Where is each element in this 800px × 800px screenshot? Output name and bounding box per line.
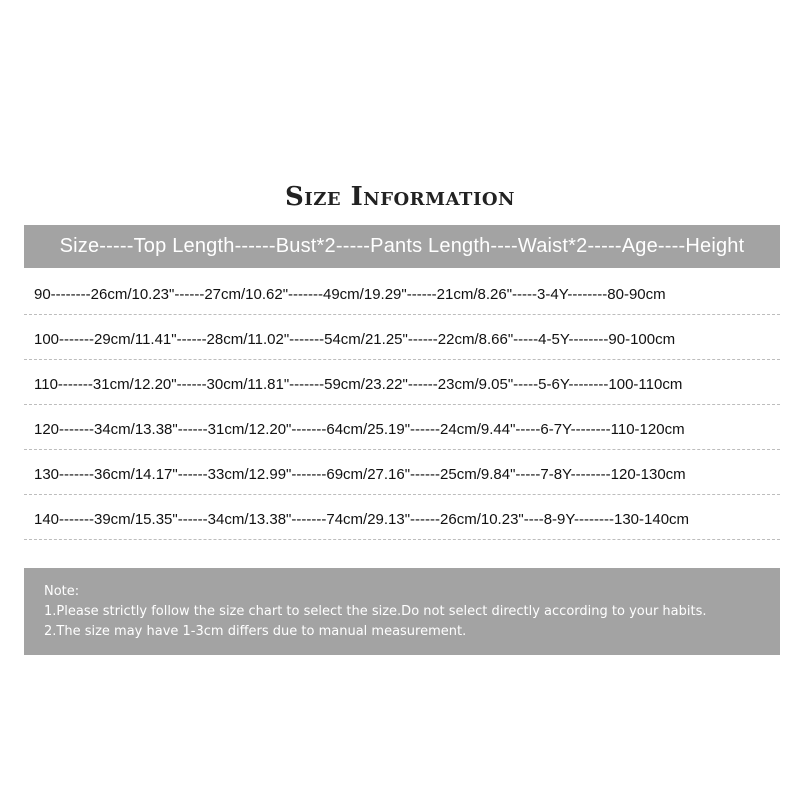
note-line-1: 1.Please strictly follow the size chart to select the size.Do not select directly according to your habits.	[44, 604, 707, 619]
note-line-2: 2.The size may have 1-3cm differs due to manual measurement.	[44, 624, 467, 639]
table-row	[24, 272, 780, 317]
table-header-bar	[24, 225, 780, 268]
table-row	[24, 317, 780, 362]
row-divider	[24, 359, 780, 360]
row-divider	[24, 494, 780, 495]
row-text: 120-------34cm/13.38"------31cm/12.20"-------64cm/25.19"------24cm/9.44"-----6-7Y--------110-120cm	[34, 421, 685, 438]
note-box	[24, 568, 780, 655]
table-header-text: Size-----Top Length------Bust*2-----Pants Length----Waist*2-----Age----Height	[59, 235, 745, 257]
note-heading: Note:	[44, 584, 80, 599]
row-text: 100-------29cm/11.41"------28cm/11.02"-------54cm/21.25"------22cm/8.66"-----4-5Y--------90-100cm	[34, 331, 676, 348]
table-row	[24, 362, 780, 407]
row-divider	[24, 449, 780, 450]
row-divider	[24, 539, 780, 540]
table-row	[24, 497, 780, 542]
size-table	[24, 272, 780, 542]
table-row	[24, 407, 780, 452]
row-text: 110-------31cm/12.20"------30cm/11.81"-------59cm/23.22"------23cm/9.05"-----5-6Y--------100-110cm	[34, 376, 683, 393]
page-title: Size Information	[285, 182, 515, 212]
row-text: 90--------26cm/10.23"------27cm/10.62"-------49cm/19.29"------21cm/8.26"-----3-4Y--------80-90cm	[34, 286, 666, 303]
row-divider	[24, 314, 780, 315]
row-text: 130-------36cm/14.17"------33cm/12.99"-------69cm/27.16"------25cm/9.84"-----7-8Y--------120-130cm	[34, 466, 686, 483]
row-divider	[24, 404, 780, 405]
row-text: 140-------39cm/15.35"------34cm/13.38"-------74cm/29.13"------26cm/10.23"----8-9Y--------130-140cm	[34, 511, 690, 528]
table-row	[24, 452, 780, 497]
